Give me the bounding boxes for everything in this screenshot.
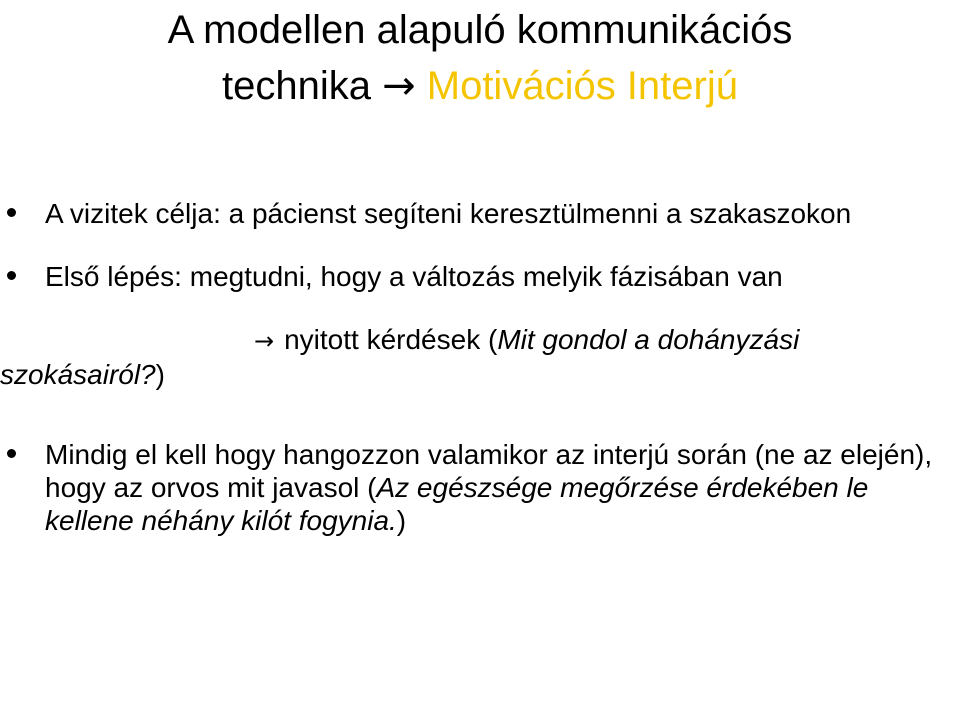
bullet-text: Első lépés: megtudni, hogy a változás melyik fázisában van (45, 261, 783, 292)
title-line-1: A modellen alapuló kommunikációs (167, 8, 793, 52)
bullet-italic: Az egészsége megőrzése érdekében le kellene néhány kilót fogynia. (45, 472, 869, 536)
bullet-list (0, 197, 960, 537)
arrow-right-icon: → (254, 327, 275, 355)
bullet-item-recommendation (0, 438, 954, 537)
title-accent: Motivációs Interjú (426, 64, 738, 108)
slide-title (0, 2, 960, 114)
bullet-text: Mindig el kell hogy hangozzon valamikor az interjú során (ne az elején), hogy az orvos mit javasol ( (45, 439, 933, 503)
sub-line-open-questions (0, 323, 960, 391)
bullet-icon (7, 208, 16, 217)
arrow-right-icon: → (382, 63, 416, 109)
bullet-icon (7, 271, 16, 280)
bullet-item-first-step (0, 260, 954, 293)
bullet-text: A vizitek célja: a pácienst segíteni keresztülmenni a szakaszokon (45, 198, 852, 229)
sub-close: ) (155, 359, 165, 390)
title-technika: technika (222, 64, 371, 108)
sub-text: nyitott kérdések ( (284, 324, 498, 355)
sub-italic: Mit gondol a dohányzási szokásairól? (0, 324, 800, 390)
title-line-2 (0, 58, 960, 114)
bullet-icon (7, 449, 16, 458)
bullet-close: ) (396, 505, 407, 536)
bullet-item-visits (0, 197, 954, 230)
